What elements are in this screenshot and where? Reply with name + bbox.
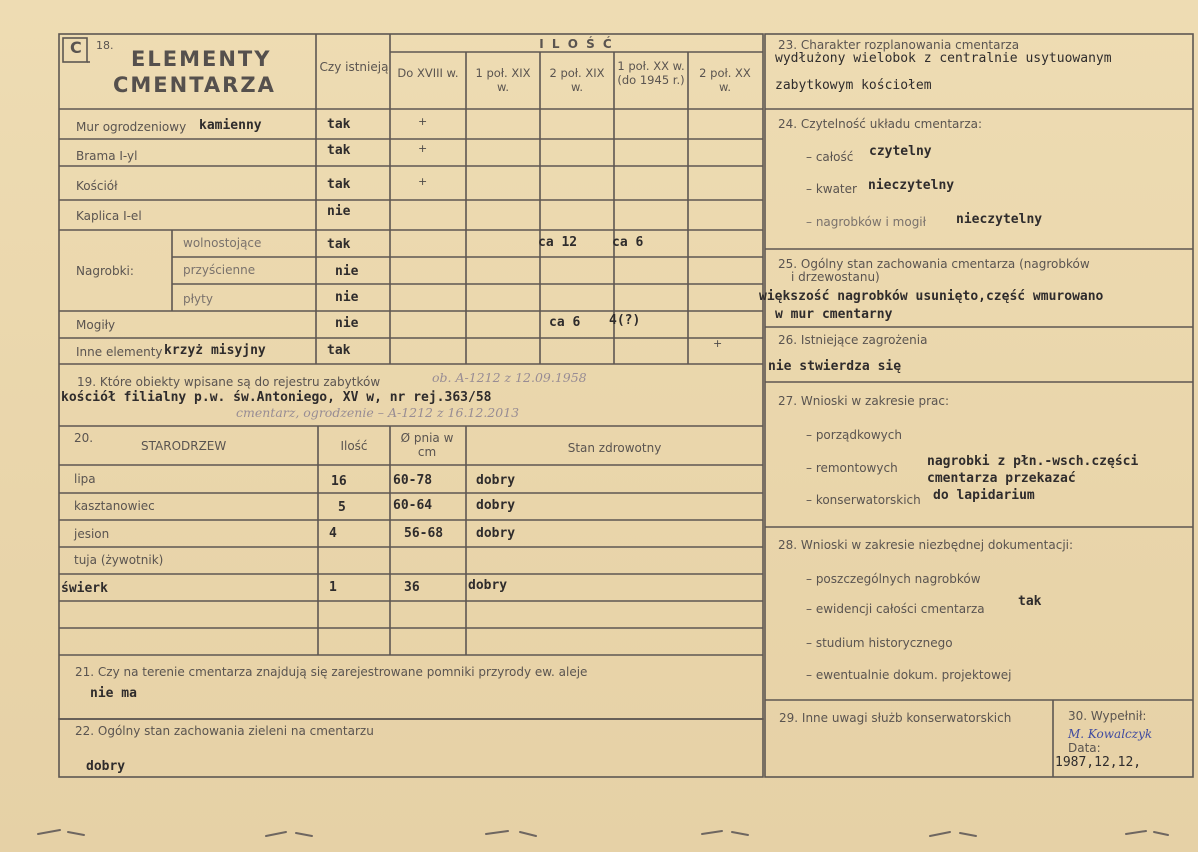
- row-czy-value: tak: [327, 343, 351, 358]
- q27-item: – porządkowych: [806, 428, 902, 442]
- row-mark: 4(?): [609, 313, 641, 328]
- q27-label: 27. Wnioski w zakresie prac:: [778, 394, 950, 408]
- section-number: 18.: [96, 39, 114, 52]
- row-czy-value: tak: [327, 237, 351, 252]
- tree-health: dobry: [468, 578, 508, 593]
- q24-item-label: – kwater: [806, 182, 857, 196]
- row-mark: ca 6: [549, 315, 581, 330]
- row-czy-value: tak: [327, 177, 351, 192]
- q27-answer-line1: nagrobki z płn.-wsch.części: [927, 454, 1139, 469]
- tree-health: dobry: [476, 526, 516, 541]
- q20-number: 20.: [74, 431, 94, 445]
- tree-count: 4: [329, 526, 337, 541]
- col-period-2: 2 poł. XIX w.: [549, 66, 605, 94]
- row-mark: +: [713, 337, 723, 350]
- col-period-4: 2 poł. XX w.: [699, 66, 751, 94]
- q20-title: STARODRZEW: [141, 439, 227, 453]
- q28-item: – poszczególnych nagrobków: [806, 572, 981, 586]
- q21-answer: nie ma: [90, 686, 137, 701]
- section-title-line1: ELEMENTY: [131, 47, 272, 71]
- q20-col-ilosc: Ilość: [340, 439, 368, 453]
- q19-typed-answer: kościół filialny p.w. św.Antoniego, XV w, nr rej.363/58: [61, 390, 492, 405]
- q30-date: 1987,12,12,: [1055, 755, 1142, 770]
- row-mark: +: [418, 142, 428, 155]
- tree-diameter: 36: [404, 580, 420, 595]
- tree-health: dobry: [476, 498, 516, 513]
- q28-item: – ewentualnie dokum. projektowej: [806, 668, 1012, 682]
- q19-handwritten-cemetery: cmentarz, ogrodzenie – A-1212 z 16.12.2013: [236, 405, 520, 420]
- q24-item-label: – całość: [806, 150, 854, 164]
- q28-answer: tak: [1018, 594, 1042, 609]
- tree-count: 16: [331, 474, 347, 489]
- q24-item-label: – nagrobków i mogił: [806, 215, 927, 229]
- q22-answer: dobry: [86, 759, 126, 774]
- row-mark: ca 6: [612, 235, 644, 250]
- q26-answer: nie stwierdza się: [768, 359, 902, 374]
- q25-answer-line2: w mur cmentarny: [775, 307, 893, 322]
- q25-answer-line1: większość nagrobków usunięto,część wmurowano: [759, 289, 1104, 304]
- row-label: Brama I-yl: [76, 149, 138, 163]
- q19-label: 19. Które obiekty wpisane są do rejestru zabytków: [77, 375, 381, 389]
- q28-item: – studium historycznego: [806, 636, 953, 650]
- q27-item: – konserwatorskich: [806, 493, 921, 507]
- row-label: Mur ogrodzeniowy: [76, 120, 187, 134]
- row-label-fill: kamienny: [199, 118, 262, 133]
- row-mark: ca 12: [538, 235, 578, 250]
- tree-count: 5: [338, 500, 346, 515]
- row-label: Kościół: [76, 179, 118, 193]
- q20-col-stan: Stan zdrowotny: [567, 441, 662, 455]
- tree-name: świerk: [61, 581, 108, 596]
- q24-item-value: nieczytelny: [868, 178, 955, 193]
- tree-name: lipa: [74, 472, 96, 486]
- row-mark: +: [418, 115, 428, 128]
- q30-label: 30. Wypełnił:: [1068, 709, 1147, 723]
- row-czy-value: nie: [327, 204, 351, 219]
- col-ilosc-header: I L O Ś Ć: [539, 37, 614, 51]
- tree-name: kasztanowiec: [74, 499, 155, 513]
- q23-answer-line2: zabytkowym kościołem: [775, 78, 932, 93]
- q28-item: – ewidencji całości cmentarza: [806, 602, 985, 616]
- tree-health: dobry: [476, 473, 516, 488]
- q27-answer-line3: do lapidarium: [933, 488, 1035, 503]
- filled-by-signature: M. Kowalczyk: [1068, 727, 1153, 741]
- row-label: płyty: [183, 292, 213, 306]
- row-czy-value: tak: [327, 117, 351, 132]
- col-czy-header: Czy istnieją: [319, 60, 389, 74]
- section-title-line2: CMENTARZA: [113, 73, 276, 97]
- tree-name: jesion: [74, 527, 110, 541]
- q19-handwritten-register: ob. A-1212 z 12.09.1958: [432, 370, 587, 385]
- row-label: Kaplica I-el: [76, 209, 142, 223]
- q24-label: 24. Czytelność układu cmentarza:: [778, 117, 983, 131]
- q25-label-line1: 25. Ogólny stan zachowania cmentarza (nagrobków: [778, 257, 1090, 271]
- row-czy-value: nie: [335, 290, 359, 305]
- q27-answer-line2: cmentarza przekazać: [927, 471, 1076, 486]
- q27-item: – remontowych: [806, 461, 898, 475]
- section-letter: C: [70, 38, 82, 57]
- q23-answer-line1: wydłużony wielobok z centralnie usytuowanym: [775, 51, 1112, 66]
- tree-name: tuja (żywotnik): [74, 553, 164, 567]
- tree-diameter: 56-68: [404, 526, 444, 541]
- row-czy-value: tak: [327, 143, 351, 158]
- q24-item-value: czytelny: [869, 144, 932, 159]
- q30-date-label: Data:: [1068, 741, 1101, 755]
- row-label: Mogiły: [76, 318, 116, 332]
- q21-label: 21. Czy na terenie cmentarza znajdują się zarejestrowane pomniki przyrody ew. aleje: [75, 665, 588, 679]
- col-period-3: 1 poł. XX w. (do 1945 r.): [617, 59, 685, 87]
- nagrobki-label: Nagrobki:: [76, 264, 134, 278]
- q29-label: 29. Inne uwagi służb konserwatorskich: [779, 711, 1012, 725]
- row-label-fill: krzyż misyjny: [164, 343, 266, 358]
- row-czy-value: nie: [335, 316, 359, 331]
- q20-col-pnia: Ø pnia w cm: [400, 431, 454, 459]
- q22-label: 22. Ogólny stan zachowania zieleni na cmentarzu: [75, 724, 374, 738]
- q25-label-line2: i drzewostanu): [791, 270, 880, 284]
- q26-label: 26. Istniejące zagrożenia: [778, 333, 928, 347]
- q28-label: 28. Wnioski w zakresie niezbędnej dokumentacji:: [778, 538, 1074, 552]
- row-label: przyścienne: [183, 263, 256, 277]
- q24-item-value: nieczytelny: [956, 212, 1043, 227]
- row-mark: +: [418, 175, 428, 188]
- tree-count: 1: [329, 580, 337, 595]
- row-label: Inne elementy: [76, 345, 163, 359]
- row-label: wolnostojące: [183, 236, 262, 250]
- col-period-0: Do XVIII w.: [397, 66, 459, 80]
- tree-diameter: 60-78: [393, 473, 433, 488]
- col-period-1: 1 poł. XIX w.: [475, 66, 531, 94]
- q23-label: 23. Charakter rozplanowania cmentarza: [778, 38, 1020, 52]
- tree-diameter: 60-64: [393, 498, 433, 513]
- row-czy-value: nie: [335, 264, 359, 279]
